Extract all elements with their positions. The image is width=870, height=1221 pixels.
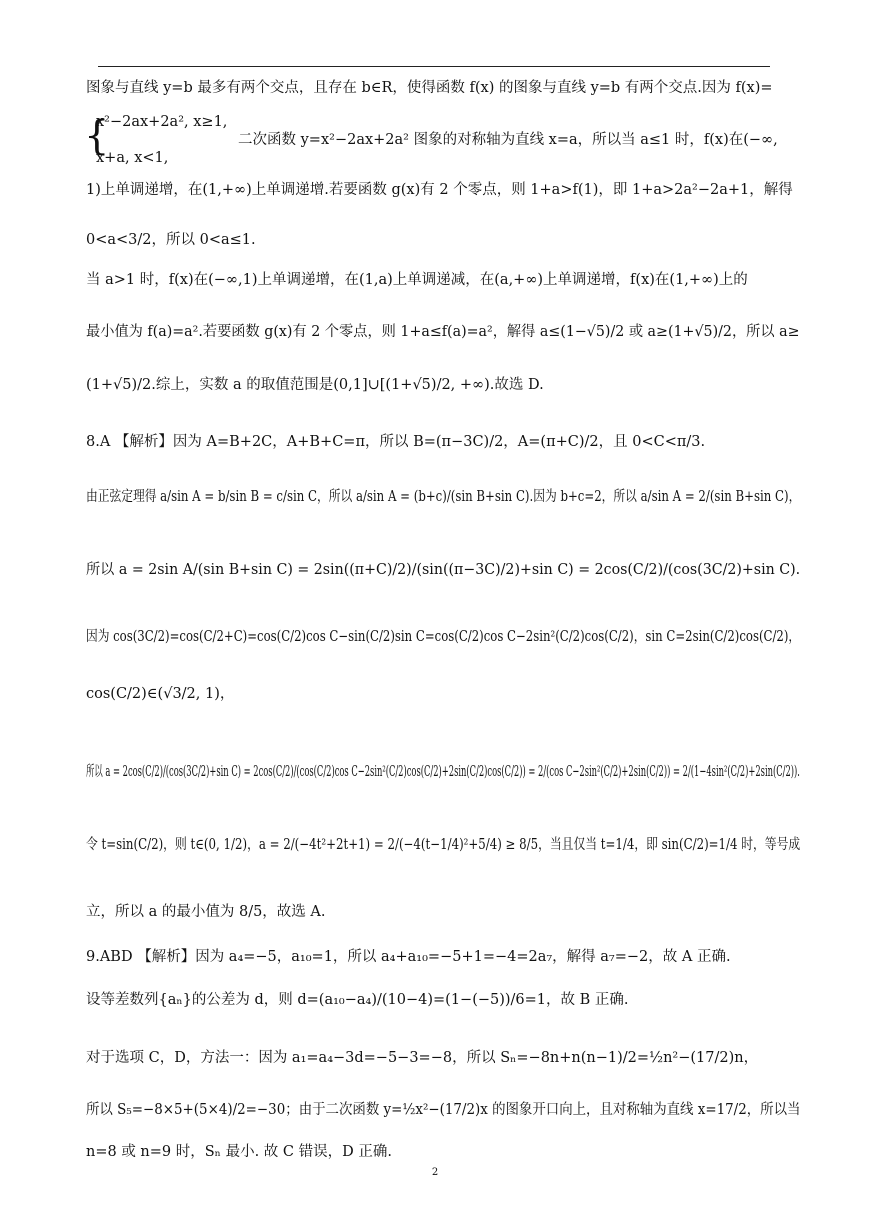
- text-line-8: 由正弦定理得 a/sin A = b/sin B = c/sin C，所以 a/sin A = (b+c)/(sin B+sin C).因为 b+c=2，所以 a/sin A = 2/(sin B+sin C)，: [86, 489, 801, 505]
- piecewise-brace: {: [84, 113, 110, 159]
- text-line-18: n=8 或 n=9 时，Sₙ 最小. 故 C 错误，D 正确.: [86, 1144, 392, 1160]
- text-line-1: 图象与直线 y=b 最多有两个交点，且存在 b∈R，使得函数 f(x) 的图象与直线 y=b 有两个交点.因为 f(x)=: [86, 80, 773, 96]
- text-line-11: cos(C/2)∈(√3/2, 1)，: [86, 686, 235, 702]
- solution-8-heading: 8.A 【解析】因为 A=B+2C，A+B+C=π，所以 B=(π−3C)/2，A=(π+C)/2，且 0<C<π/3.: [86, 434, 706, 450]
- text-line-15: 设等差数列{aₙ}的公差为 d，则 d=(a₁₀−a₄)/(10−4)=(1−(−5))/6=1，故 B 正确.: [86, 992, 629, 1008]
- text-line-3: 1)上单调递增，在(1,+∞)上单调递增.若要函数 g(x)有 2 个零点，则 1+a>f(1)，即 1+a>2a²−2a+1，解得: [86, 182, 793, 198]
- text-line-7: (1+√5)/2.综上，实数 a 的取值范围是(0,1]∪[(1+√5)/2, +∞).故选 D.: [86, 377, 544, 393]
- text-line-9: 所以 a = 2sin A/(sin B+sin C) = 2sin((π+C)/2)/(sin((π−3C)/2)+sin C) = 2cos(C/2)/(cos(3C/2)+sin C).: [86, 562, 801, 578]
- text-line-14: 立，所以 a 的最小值为 8/5，故选 A.: [86, 904, 326, 920]
- text-line-17: 所以 S₅=−8×5+(5×4)/2=−30；由于二次函数 y=½x²−(17/2)x 的图象开口向上，且对称轴为直线 x=17/2，所以当: [86, 1102, 801, 1118]
- page-number: 2: [431, 1167, 439, 1178]
- solution-9-heading: 9.ABD 【解析】因为 a₄=−5，a₁₀=1，所以 a₄+a₁₀=−5+1=−4=2a₇，解得 a₇=−2，故 A 正确.: [86, 949, 731, 965]
- text-line-4: 0<a<3/2，所以 0<a≤1.: [86, 232, 256, 248]
- piecewise-case-2: x+a, x<1,: [96, 150, 169, 166]
- piecewise-case-1: x²−2ax+2a², x≥1,: [96, 114, 228, 130]
- text-line-13: 令 t=sin(C/2)，则 t∈(0, 1/2)，a = 2/(−4t²+2t+1) = 2/(−4(t−1/4)²+5/4) ≥ 8/5，当且仅当 t=1/4，即 sin(C/2)=1/4 时，等号成: [86, 837, 801, 853]
- text-line-6: 最小值为 f(a)=a².若要函数 g(x)有 2 个零点，则 1+a≤f(a)=a²，解得 a≤(1−√5)/2 或 a≥(1+√5)/2，所以 a≥: [86, 324, 800, 340]
- header-rule: [98, 66, 770, 67]
- text-line-5: 当 a>1 时，f(x)在(−∞,1)上单调递增，在(1,a)上单调递减，在(a,+∞)上单调递增，f(x)在(1,+∞)上的: [86, 272, 748, 288]
- text-line-12: 所以 a = 2cos(C/2)/(cos(3C/2)+sin C) = 2cos(C/2)/(cos(C/2)cos C−2sin²(C/2)cos(C/2)+2sin(C/2)cos(C/2)) = 2/(cos C−2sin²(C/2)+2sin(C/2)) = 2/(1−4sin²(C/2)+2sin(C/2)).: [86, 764, 800, 780]
- text-line-16: 对于选项 C，D，方法一：因为 a₁=a₄−3d=−5−3=−8，所以 Sₙ=−8n+n(n−1)/2=½n²−(17/2)n，: [86, 1050, 759, 1066]
- text-line-10: 因为 cos(3C/2)=cos(C/2+C)=cos(C/2)cos C−sin(C/2)sin C=cos(C/2)cos C−2sin²(C/2)cos(C/2)，sin C=2sin(C/2)cos(C/2)，: [86, 629, 801, 645]
- text-line-2: 二次函数 y=x²−2ax+2a² 图象的对称轴为直线 x=a，所以当 a≤1 时，f(x)在(−∞,: [238, 132, 778, 148]
